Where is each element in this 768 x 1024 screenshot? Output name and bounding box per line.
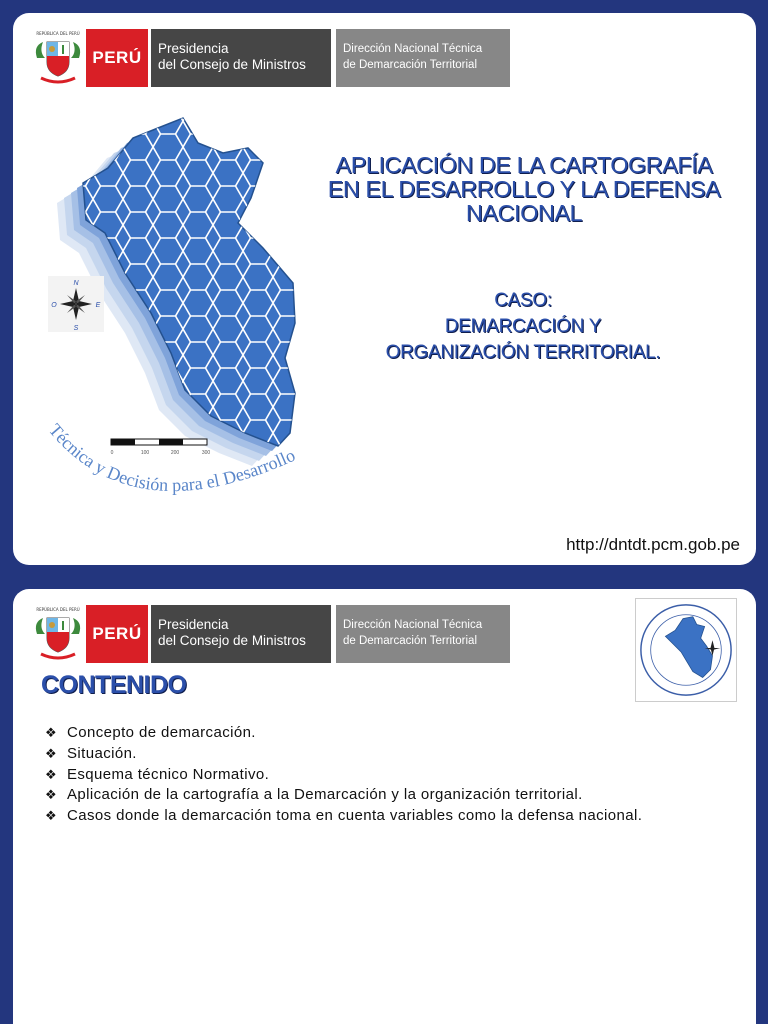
- website-url[interactable]: http://dntdt.pcm.gob.pe: [566, 535, 740, 554]
- peru-label: PERÚ: [86, 605, 148, 663]
- slide-title: [303, 153, 745, 225]
- diamond-bullet-icon: ❖: [45, 745, 58, 761]
- institution-header: [31, 604, 511, 664]
- title-line: APLICACIÓN DE LA CARTOGRAFÍA: [335, 152, 713, 178]
- scale-label-100: 100: [140, 450, 150, 456]
- compass-rose-icon: [48, 276, 104, 332]
- list-item-text: Situación.: [67, 744, 137, 762]
- compass-n: N: [73, 280, 79, 287]
- diamond-bullet-icon: ❖: [45, 787, 58, 803]
- diamond-bullet-icon: ❖: [45, 766, 58, 782]
- pcm-line2: del Consejo de Ministros: [158, 57, 306, 72]
- svg-text:REPÚBLICA DEL PERÚ: REPÚBLICA DEL PERÚ: [36, 31, 80, 36]
- dntdt-line1: Dirección Nacional Técnica: [343, 43, 483, 55]
- list-item: [45, 785, 725, 806]
- title-slide: [13, 13, 756, 565]
- slogan: Técnica y Decisión para el Desarrollo: [44, 419, 299, 496]
- title-line: EN EL DESARROLLO Y LA DEFENSA: [327, 176, 721, 202]
- map-scale-bar: [111, 439, 211, 456]
- pcm-label: [151, 605, 331, 663]
- scale-label-0: 0: [110, 450, 114, 456]
- institution-header: [31, 28, 511, 88]
- dntdt-line1: Dirección Nacional Técnica: [343, 619, 483, 631]
- case-line: ORGANIZACIÓN TERRITORIAL.: [385, 342, 661, 363]
- list-item-text: Concepto de demarcación.: [67, 724, 256, 741]
- pcm-label: [151, 29, 331, 87]
- list-item: [45, 723, 725, 744]
- list-item: [45, 744, 725, 765]
- scale-label-300: 300: [201, 450, 211, 456]
- list-item: [45, 806, 725, 827]
- scale-label-200: 200: [170, 450, 180, 456]
- contents-slide: [13, 589, 756, 1024]
- list-item-text: Esquema técnico Normativo.: [67, 765, 270, 783]
- compass-e: E: [95, 302, 101, 309]
- case-line: DEMARCACIÓN Y: [444, 316, 602, 337]
- contents-list: [45, 723, 725, 827]
- dntdt-line2: de Demarcación Territorial: [343, 635, 478, 647]
- title-line: NACIONAL: [465, 200, 583, 226]
- dntdt-line2: de Demarcación Territorial: [343, 59, 478, 71]
- pcm-line1: Presidencia: [158, 41, 229, 56]
- svg-text:REPÚBLICA DEL PERÚ: REPÚBLICA DEL PERÚ: [36, 607, 80, 612]
- list-item-text: Casos donde la demarcación toma en cuenta variables como la defensa nacional.: [67, 807, 643, 825]
- dntdt-round-logo: [635, 598, 737, 702]
- case-line: CASO:: [494, 290, 552, 311]
- peru-label: PERÚ: [86, 29, 148, 87]
- compass-s: S: [73, 325, 79, 332]
- peru-coat-of-arms-icon: [31, 28, 85, 88]
- pcm-line2: del Consejo de Ministros: [158, 633, 306, 648]
- diamond-bullet-icon: ❖: [45, 725, 58, 740]
- pcm-line1: Presidencia: [158, 617, 229, 632]
- list-item-text: Aplicación de la cartografía a la Demarcación y la organización territorial.: [67, 786, 583, 804]
- section-heading: CONTENIDO: [41, 671, 187, 699]
- dntdt-label: [336, 29, 510, 87]
- diamond-bullet-icon: ❖: [45, 808, 58, 824]
- compass-o: O: [51, 302, 57, 309]
- list-item: [45, 765, 725, 786]
- case-subtitle: [353, 288, 693, 366]
- peru-coat-of-arms-icon: [31, 604, 85, 664]
- dntdt-label: [336, 605, 510, 663]
